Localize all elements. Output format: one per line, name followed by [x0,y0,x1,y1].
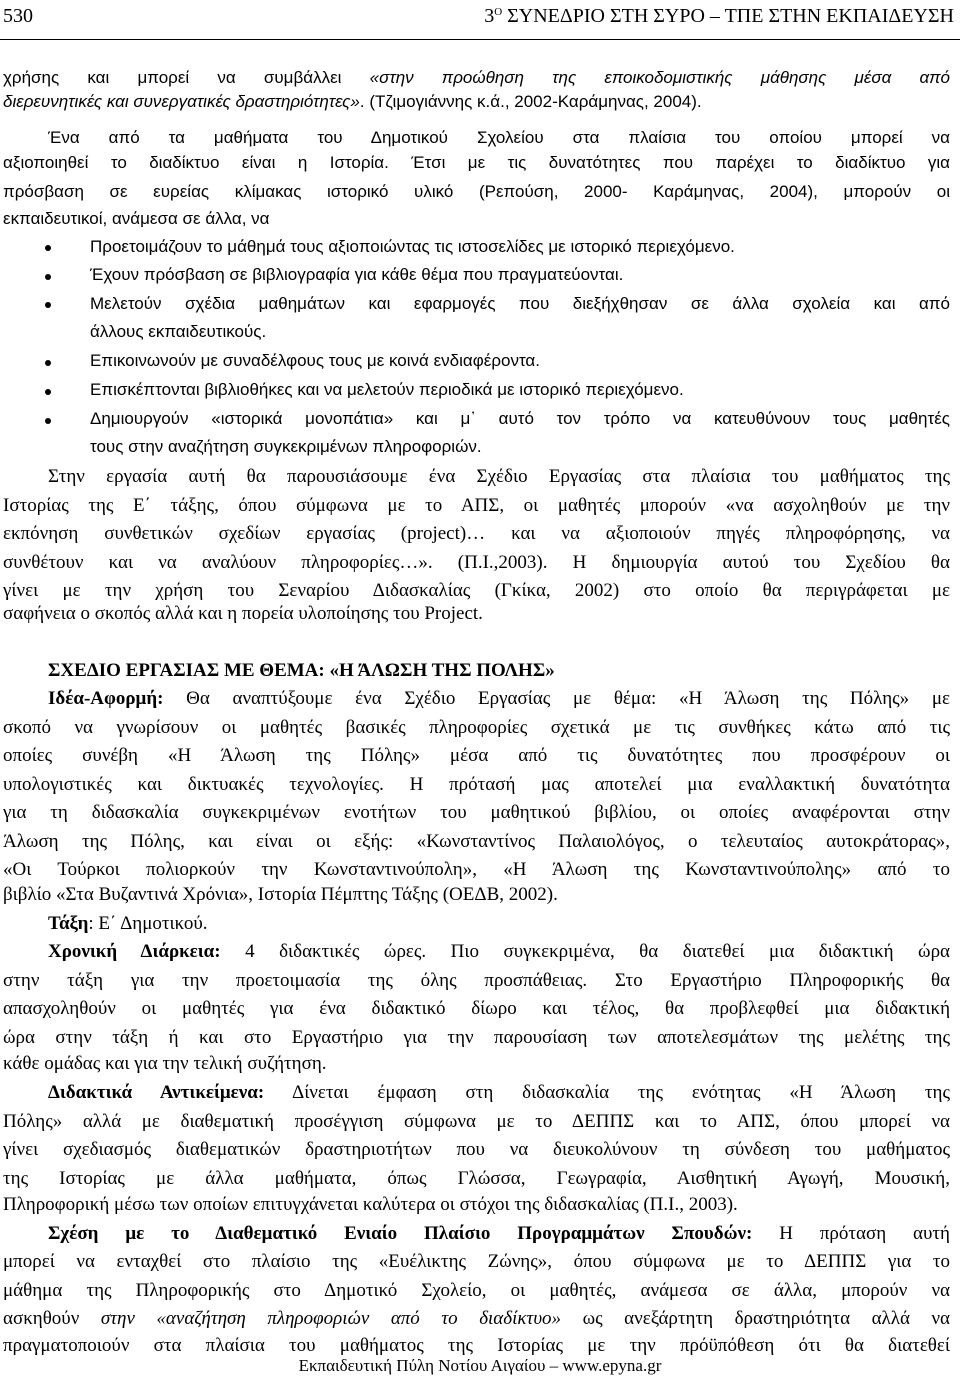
intro-line: Ένα από τα μαθήματα του Δημοτικού Σχολείου στα πλαίσια του οποίου μπορεί να [48,128,950,147]
bullet-item-continuation: άλλους εκπαιδευτικούς. [90,322,267,341]
bullet-item: Μελετούν σχέδια μαθημάτων και εφαρμογές που διεξήχθησαν σε άλλα σχολεία και από [90,294,950,313]
body-line: Σχέση με το Διαθεματικό Ενιαίο Πλαίσιο Προγραμμάτων Σπουδών: Η πρόταση αυτή [48,1223,950,1244]
bullet-item: Επικοινωνούν με συναδέλφους τους με κοινά ενδιαφέροντα. [90,351,540,370]
bullet-item: Προετοιμάζουν το μάθημά τους αξιοποιώντας τις ιστοσελίδες με ιστορικό περιεχόμενο. [90,237,735,256]
body-line: απασχοληθούν οι μαθητές για ένα διδακτικό δίωρο και τέλος, θα προβλεφθεί μια διδακτική [3,998,950,1019]
body-line: γίνει με την χρήση του Σεναρίου Διδασκαλίας (Γκίκα, 2002) στο οποίο θα περιγράφεται με [3,580,950,601]
body-line: Άλωση της Πόλης, και είναι οι εξής: «Κωνσταντίνος Παλαιολόγος, ο τελευταίος αυτοκράτορας», [3,831,950,852]
intro-line: πρόσβαση σε ευρείας κλίμακας ιστορικό υλικό (Ρεπούση, 2000- Καράμηνας, 2004), μπορούν οι [3,182,950,201]
body-line: ασκηθούν στην «αναζήτηση πληροφοριών από το διαδίκτυο» ως ανεξάρτητη δραστηριότητα αλλά να [3,1308,951,1329]
bullet-dot [45,245,51,251]
body-line: υπολογιστικές και δικτυακές τεχνολογίες. Η πρότασή μας αποτελεί μια εναλλακτική δυνατότητα [3,774,950,795]
body-line: Πόλης» αλλά με διαθεματική προσέγγιση σύμφωνα με το ΔΕΠΠΣ και το ΑΠΣ, όπου μπορεί να [3,1111,950,1132]
intro-line: αξιοποιηθεί το διαδίκτυο είναι η Ιστορία. Έτσι με τις δυνατότητες που παρέχει το διαδίκτυο για [3,153,950,172]
bullet-item: Έχουν πρόσβαση σε βιβλιογραφία για κάθε θέμα που πραγματεύονται. [90,265,624,284]
body-line: γίνει σχεδιασμός διαθεματικών δραστηριοτήτων που να διευκολύνουν τη σύνδεση του μαθήματος [3,1139,950,1160]
body-line: Χρονική Διάρκεια: 4 διδακτικές ώρες. Πιο συγκεκριμένα, θα διατεθεί μια διδακτική ώρα [48,941,950,962]
body-line: πραγματοποιούν στα πλαίσια του μαθήματος της Ιστορίας με την πρόϋπόθεση ότι θα διατεθεί [3,1335,950,1356]
header-rule [0,39,960,40]
body-line: Διδακτικά Αντικείμενα: Δίνεται έμφαση στη διδασκαλία της ενότητας «Η Άλωση της [48,1082,950,1103]
bullet-dot [45,302,51,308]
body-line: εκπόνηση συνθετικών σχεδίων εργασίας (project)… και να αξιοποιούν πηγές πληροφόρησης, να [3,523,950,544]
page-footer: Εκπαιδευτική Πύλη Νοτίου Αιγαίου – www.epyna.gr [298,1356,662,1375]
intro-line: χρήσης και μπορεί να συμβάλλει «στην προώθηση της εποικοδομιστικής μάθησης μέσα από [3,68,951,87]
body-line: κάθε ομάδας και για την τελική συζήτηση. [3,1053,327,1074]
body-line: μπορεί να ενταχθεί στο πλαίσιο της «Ευέλικτης Ζώνης», όπου σύμφωνα με το ΔΕΠΠΣ για το [3,1251,950,1272]
bullet-dot [45,360,51,366]
intro-line: εκπαιδευτικοί, ανάμεσα σε άλλα, να [3,209,270,228]
bullet-item: Επισκέπτονται βιβλιοθήκες και να μελετούν περιοδικά με ιστορικό περιεχόμενο. [90,380,684,399]
body-line: της Ιστορίας με άλλα μαθήματα, όπως Γλώσσα, Γεωγραφία, Αισθητική Αγωγή, Μουσική, [3,1168,950,1189]
body-line: Ιστορίας της Ε΄ τάξης, όπου σύμφωνα με το ΑΠΣ, οι μαθητές μπορούν «να ασχοληθούν με την [3,495,950,516]
page-number: 530 [3,5,33,27]
body-line: σαφήνεια ο σκοπός αλλά και η πορεία υλοποίησης του Project. [3,603,483,624]
running-head: $3^O$ ΣΥΝΕΔΡΙΟ ΣΤΗ ΣΥΡΟ – ΤΠΕ ΣΤΗΝ ΕΚΠΑΙΔΕΥΣΗ [484,5,954,27]
class-line: Τάξη: Ε΄ Δημοτικού. [48,913,208,934]
body-line: Ιδέα-Αφορμή: Θα αναπτύξουμε ένα Σχέδιο Εργασίας με θέμα: «Η Άλωση της Πόλης» με [48,688,950,709]
body-line: Πληροφορική μέσω των οποίων επιτυγχάνεται καλύτερα οι στόχοι της διδασκαλίας (Π.Ι., 2003). [3,1194,738,1215]
bullet-item: Δημιουργούν «ιστορικά μονοπάτια» και μ᾽ αυτό τον τρόπο να κατευθύνουν τους μαθητές [90,409,950,428]
body-line: «Οι Τούρκοι πολιορκούν την Κωνσταντινούπολη», «Η Άλωση της Κωνσταντινούπολης» από το [3,859,950,880]
body-line: συνθέτουν και να αναλύουν πληροφορίες…». (Π.Ι.,2003). Η δημιουργία αυτού του Σχεδίου θα [3,552,950,573]
body-line: στην τάξη για την προετοιμασία της όλης προσπάθειας. Στο Εργαστήριο Πληροφορικής θα [3,970,950,991]
body-line: ώρα στην τάξη ή και στο Εργαστήριο για την παρουσίαση των αποτελεσμάτων της μελέτης της [3,1027,950,1048]
bullet-dot [45,418,51,424]
page-header [0,0,960,40]
bullet-dot [45,389,51,395]
intro-line: διερευνητικές και συνεργατικές δραστηριότητες». (Τζιμογιάννης κ.ά., 2002-Καράμηνας, 2004). [3,92,702,111]
body-line: βιβλίο «Στα Βυζαντινά Χρόνια», Ιστορία Πέμπτης Τάξης (ΟΕΔΒ, 2002). [3,884,558,905]
body-line: για τη διδασκαλία συγκεκριμένων ενοτήτων του μαθητικού βιβλίου, οι οποίες αναφέρονται στην [3,802,950,823]
bullet-item-continuation: τους στην αναζήτηση συγκεκριμένων πληροφοριών. [90,437,482,456]
body-line: σκοπό να γνωρίσουν οι μαθητές βασικές πληροφορίες σχετικά με τις συνθήκες κάτω από τις [3,717,950,738]
bullet-dot [45,274,51,280]
body-line: οποίες συνέβη «Η Άλωση της Πόλης» μέσα από τις δυνατότητες που προσφέρουν οι [3,745,950,766]
section-heading: ΣΧΕΔΙΟ ΕΡΓΑΣΙΑΣ ΜΕ ΘΕΜΑ: «Η ΆΛΩΣΗ ΤΗΣ ΠΟΛΗΣ» [48,660,555,681]
body-line: μάθημα της Πληροφορικής στο Δημοτικό Σχολείο, οι μαθητές, ανάμεσα σε άλλα, μπορούν να [3,1280,950,1301]
body-line: Στην εργασία αυτή θα παρουσιάσουμε ένα Σχέδιο Εργασίας στα πλαίσια του μαθήματος της [48,466,950,487]
